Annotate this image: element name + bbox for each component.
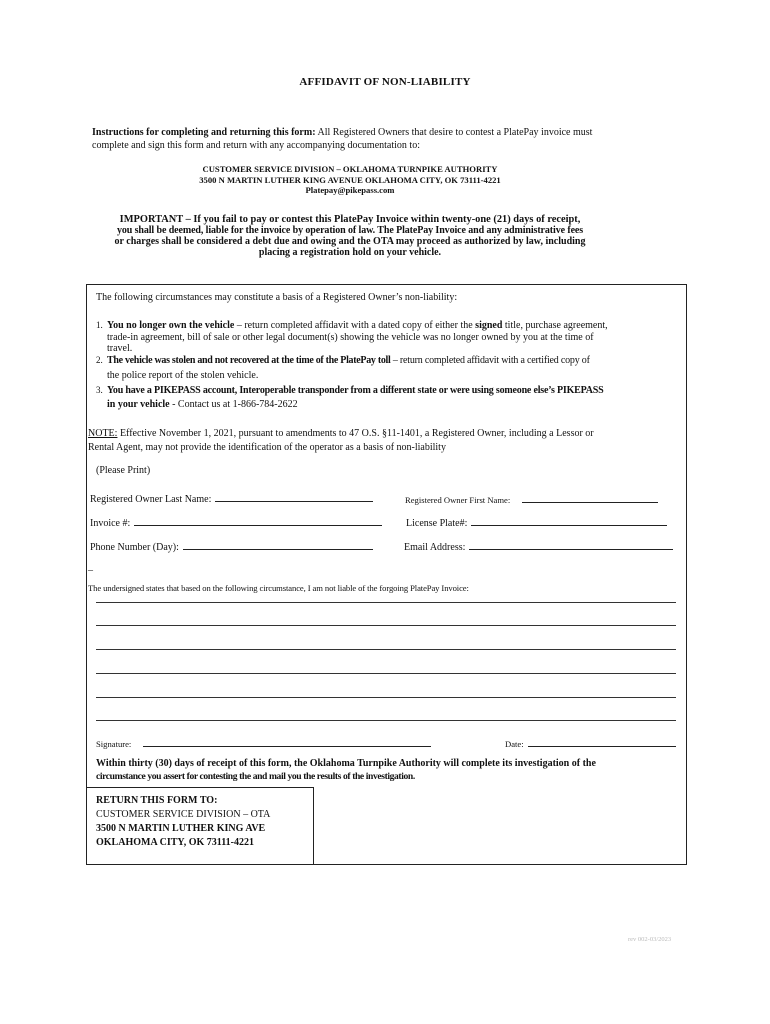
plate-label: License Plate#: bbox=[406, 518, 468, 529]
invoice-label: Invoice #: bbox=[90, 518, 131, 529]
item-3-bold-line2: in your vehicle bbox=[107, 398, 170, 410]
circumstances-intro: The following circumstances may constitute a basis of a Registered Owner’s non-liability: bbox=[96, 292, 458, 303]
item-1-bold2: signed bbox=[475, 320, 503, 331]
statement-line-6[interactable] bbox=[96, 720, 676, 721]
signature-label: Signature: bbox=[96, 739, 132, 749]
last-name-field[interactable] bbox=[90, 489, 373, 507]
instructions-line2: complete and sign this form and return with any accompanying documentation to: bbox=[92, 140, 420, 151]
plate-input[interactable] bbox=[471, 515, 667, 526]
circumstance-item-2 bbox=[96, 355, 686, 381]
email-field[interactable] bbox=[404, 537, 673, 555]
page-title: AFFIDAVIT OF NON-LIABILITY bbox=[299, 76, 471, 88]
statement-line-3[interactable] bbox=[96, 649, 676, 650]
item-1-text-a: – return completed affidavit with a dated copy of either the bbox=[234, 320, 476, 331]
item-1-line3: travel. bbox=[107, 343, 133, 354]
within-notice bbox=[96, 757, 681, 783]
within-line1: Within thirty (30) days of receipt of this form, the Oklahoma Turnpike Authority will complete its investigation of the bbox=[96, 758, 596, 769]
within-line2: circumstance you assert for contesting the and mail you the results of the investigation. bbox=[96, 771, 415, 782]
address-line2: 3500 N MARTIN LUTHER KING AVENUE OKLAHOMA CITY, OK 73111-4221 bbox=[199, 174, 501, 185]
first-name-label: Registered Owner First Name: bbox=[405, 495, 511, 505]
statement-line-5[interactable] bbox=[96, 697, 676, 698]
note-line1: Effective November 1, 2021, pursuant to amendments to 47 O.S. §11-1401, a Registered Owner, including a Lessor or bbox=[117, 428, 594, 439]
first-name-field[interactable] bbox=[405, 490, 658, 508]
return-line2: 3500 N MARTIN LUTHER KING AVE bbox=[96, 823, 266, 834]
date-label: Date: bbox=[505, 739, 524, 749]
signature-input[interactable] bbox=[143, 736, 431, 747]
item-3-number: 3. bbox=[96, 385, 103, 395]
address-header bbox=[0, 164, 700, 196]
item-1-number: 1. bbox=[96, 320, 103, 330]
please-print: (Please Print) bbox=[96, 465, 151, 476]
item-2-text-a: – return completed affidavit with a certified copy of bbox=[390, 355, 590, 366]
item-3-bold: You have a PIKEPASS account, Interoperable transponder from a different state or were using someone else’s PIKEPASS bbox=[107, 385, 604, 396]
email-label: Email Address: bbox=[404, 542, 466, 553]
address-line1: CUSTOMER SERVICE DIVISION – OKLAHOMA TURNPIKE AUTHORITY bbox=[202, 164, 498, 174]
plate-field[interactable] bbox=[406, 513, 667, 531]
important-notice bbox=[70, 214, 630, 258]
date-field[interactable] bbox=[505, 734, 676, 752]
phone-field[interactable] bbox=[90, 537, 373, 555]
item-1-text-b: title, purchase agreement, bbox=[502, 320, 608, 331]
note-label: NOTE: bbox=[88, 428, 118, 439]
item-1-line2: trade-in agreement, bill of sale or other legal document(s) showing the vehicle was no longer owned by you at the time of bbox=[107, 331, 594, 343]
statement-line-2[interactable] bbox=[96, 625, 676, 626]
revision-label: rev 002-03/2023 bbox=[628, 936, 672, 943]
phone-input[interactable] bbox=[183, 539, 373, 550]
stray-dash: _ bbox=[88, 561, 93, 572]
first-name-input[interactable] bbox=[522, 492, 658, 503]
statement: The undersigned states that based on the following circumstance, I am not liable of the forgoing PlatePay Invoice: bbox=[88, 583, 469, 593]
item-3-text-a: - Contact us at 1-866-784-2622 bbox=[169, 398, 298, 410]
important-line2: you shall be deemed, liable for the invoice by operation of law. The PlatePay Invoice and any administrative fees bbox=[116, 225, 584, 236]
note-line2: Rental Agent, may not provide the identification of the operator as a basis of non-liability bbox=[88, 441, 446, 453]
note bbox=[88, 428, 678, 453]
return-line3: OKLAHOMA CITY, OK 73111-4221 bbox=[96, 837, 254, 848]
important-line4: placing a registration hold on your vehicle. bbox=[258, 247, 442, 258]
item-2-number: 2. bbox=[96, 355, 103, 365]
email-input[interactable] bbox=[469, 539, 673, 550]
item-2-line2: the police report of the stolen vehicle. bbox=[107, 369, 259, 381]
phone-label: Phone Number (Day): bbox=[90, 542, 179, 553]
return-heading: RETURN THIS FORM TO: bbox=[96, 795, 218, 806]
important-line1: IMPORTANT – If you fail to pay or contest this PlatePay Invoice within twenty-one (21) days of receipt, bbox=[119, 214, 581, 225]
circumstance-item-3 bbox=[96, 385, 686, 410]
statement-line-1[interactable] bbox=[96, 602, 676, 603]
invoice-field[interactable] bbox=[90, 513, 382, 531]
signature-field[interactable] bbox=[96, 734, 431, 752]
circumstance-item-1 bbox=[96, 320, 686, 355]
instructions-lead: Instructions for completing and returning this form: bbox=[92, 127, 316, 138]
item-2-bold: The vehicle was stolen and not recovered at the time of the PlatePay toll bbox=[107, 355, 391, 366]
address-email[interactable]: Platepay@pikepass.com bbox=[305, 185, 395, 195]
invoice-input[interactable] bbox=[134, 515, 382, 526]
return-address bbox=[96, 794, 270, 850]
statement-line-4[interactable] bbox=[96, 673, 676, 674]
date-input[interactable] bbox=[528, 736, 676, 747]
last-name-label: Registered Owner Last Name: bbox=[90, 494, 212, 505]
instructions-line1: All Registered Owners that desire to contest a PlatePay invoice must bbox=[315, 127, 593, 138]
return-line1: CUSTOMER SERVICE DIVISION – OTA bbox=[96, 809, 271, 820]
item-1-bold: You no longer own the vehicle bbox=[107, 320, 235, 331]
instructions bbox=[92, 126, 692, 152]
important-line3: or charges shall be considered a debt due and owing and the OTA may proceed as authorized by law, including bbox=[114, 236, 586, 247]
last-name-input[interactable] bbox=[215, 491, 373, 502]
